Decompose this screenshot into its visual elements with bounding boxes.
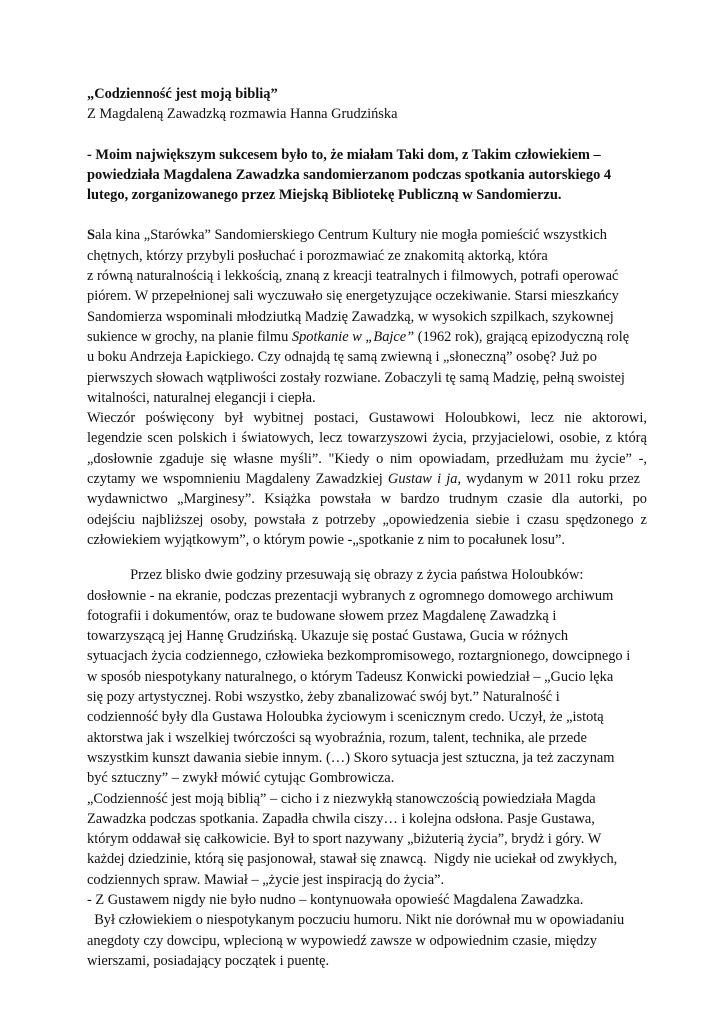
paragraph-line: z równą naturalnością i lekkością, znaną z kreacji teatralnych i filmowych, potrafi operować	[87, 268, 619, 285]
paragraph-line: codzienność były dla Gustawa Holoubka życiowym i scenicznym credo. Uczył, że „istotą	[87, 709, 604, 726]
paragraph-line: w sposób niespotykany naturalnego, o którym Tadeusz Konwicki powiedział – „Gucio lęka	[87, 668, 614, 685]
word: powstała	[320, 491, 372, 508]
word: osoby,	[210, 511, 248, 528]
word: poświęcony	[145, 410, 215, 427]
paragraph-line: wierszami, posiadający początek i puentę.	[87, 952, 330, 969]
paragraph-line: być sztuczny” – zwykł mówić cytując Gombrowicza.	[87, 770, 395, 787]
word: był	[224, 410, 244, 427]
word: wydawnictwo	[87, 491, 168, 508]
article-title: „Codzienność jest moją biblią”	[87, 86, 278, 102]
word: powstała	[254, 511, 306, 528]
word: światowych,	[241, 430, 314, 447]
paragraph-line: pierwszych słowach wątpliwości zostały rozwiane. Zobaczyli tę samą Madzię, pełną swoistej	[87, 369, 625, 386]
word: opowiadam,	[419, 450, 490, 467]
paragraph-line: codziennych spraw. Mawiał – „życie jest inspiracją do życia”.	[87, 871, 445, 888]
word: postaci,	[314, 410, 359, 427]
word: spędzonego	[565, 511, 634, 528]
paragraph-line: sytuacjach życia codziennego, człowieka bezkompromisowego, roztargnionego, dowcipnego i	[87, 648, 631, 665]
paragraph-line	[87, 489, 647, 509]
word: Książka	[264, 491, 311, 508]
word: wybitnej	[253, 410, 304, 427]
word: towarzyszowi	[347, 430, 428, 447]
word: bardzo	[400, 491, 440, 508]
word: z	[640, 511, 647, 528]
word: się	[210, 450, 227, 467]
paragraph-line: chętnych, którzy przybyli posłuchać i porozmawiać ze znakomitą aktorką, która	[87, 247, 548, 264]
word: nie	[564, 410, 582, 427]
paragraph-1	[87, 225, 647, 408]
word: Wieczór	[87, 410, 136, 427]
word: nim	[389, 450, 413, 467]
paragraph-line: u boku Andrzeja Łapickiego. Czy odnajdą tę samą zwiewną i „słoneczną” osobę? Już po	[87, 349, 597, 366]
word: polskich	[178, 430, 228, 447]
word: życie”	[595, 450, 632, 467]
word: „dosłownie	[87, 450, 153, 467]
paragraph-line: się pozy artystycznej. Robi wszystko, żeby zbanalizować swój byt.” Naturalność i	[87, 689, 560, 706]
paragraph-line: towarzyszącą jej Hannę Grudzińską. Ukazuje się postać Gustawa, Gucia w różnych	[87, 628, 569, 645]
word: z	[605, 430, 613, 447]
paragraph-line: - Z Gustawem nigdy nie było nudno – kontynuowała opowieść Magdalena Zawadzka.	[87, 891, 584, 908]
word: po	[632, 491, 647, 508]
word: „Marginesy”.	[177, 491, 255, 508]
word: Holoubkowi,	[444, 410, 521, 427]
drop-letter: S	[87, 227, 96, 244]
word: siebie	[475, 511, 510, 528]
paragraph-line: sukience w grochy, na planie filmu Spotkanie w „Bajce” (1962 rok), grającą epizodyczną rolę	[87, 328, 630, 345]
paragraph-line	[87, 510, 647, 530]
paragraph-line: Był człowiekiem o niespotykanym poczuciu humoru. Nikt nie dorównał mu w opowiadaniu	[87, 912, 625, 929]
book-title: Gustaw i ja	[387, 471, 458, 488]
paragraph-line: anegdoty czy dowcipu, wplecioną w wypowiedź zawsze w odpowiednim czasie, między	[87, 932, 597, 949]
paragraph-line: aktorstwa jak i wszelkiej twórczości są wyobraźnia, rozum, talent, technika, ale przede	[87, 729, 587, 746]
paragraph-line: dosłownie - na ekranie, podczas prezentacji wybranych z ogromnego domowego archiwum	[87, 587, 614, 604]
word: trudnym	[449, 491, 498, 508]
word: w	[380, 491, 392, 508]
word: mu	[570, 450, 589, 467]
paragraph-line: witalności, naturalnej elegancji i ciepła.	[87, 389, 316, 406]
lead-line: - Moim największym sukcesem było to, że miałam Taki dom, z Takim człowiekiem –	[87, 146, 601, 163]
word: i	[516, 511, 521, 528]
film-title: Spotkanie w „Bajce”	[291, 328, 415, 345]
paragraph-line: Sala kina „Starówka” Sandomierskiego Centrum Kultury nie mogła pomieścić wszystkich	[87, 227, 607, 244]
word: myśli”.	[279, 450, 322, 467]
paragraph-line: fotografii i dokumentów, oraz te budowane słowem przez Magdalenę Zawadzką i	[87, 607, 557, 624]
word: o	[376, 450, 384, 467]
paragraph-line: wszystkim kunszt dawania siebie innym. (…) Skoro sytuacja jest sztuczna, ja też zaczynam	[87, 749, 615, 766]
word: czasie	[507, 491, 543, 508]
word: osobie,	[559, 430, 601, 447]
word: czasu	[526, 511, 559, 528]
word: przyjacielowi,	[472, 430, 554, 447]
paragraph-line: czytamy we wspomnieniu Magdaleny Zawadzkiej Gustaw i ja, wydanym w 2011 roku przez	[87, 471, 641, 488]
paragraph-2	[87, 408, 647, 550]
paragraph-line: którym oddawał się całkowicie. Był to sport nazywany „biżuterią życia”, brydż i góry. W	[87, 831, 602, 848]
word: przedłużam	[496, 450, 564, 467]
word: dla	[551, 491, 570, 508]
word: odejściu	[87, 511, 135, 528]
paragraph-line	[87, 449, 647, 469]
word: życia,	[432, 430, 467, 447]
paragraph-line: Przez blisko dwie godziny przesuwają się obrazy z życia państwa Holoubków:	[87, 567, 584, 584]
lead-paragraph	[87, 145, 647, 206]
paragraph-line	[87, 408, 647, 428]
word: -,	[638, 450, 647, 467]
word: „opowiedzenia	[382, 511, 469, 528]
word: którą	[617, 430, 647, 447]
lead-line: powiedziała Magdalena Zawadzka sandomierzanom podczas spotkania autorskiego 4	[87, 166, 612, 183]
article-byline: Z Magdaleną Zawadzką rozmawia Hanna Grudzińska	[87, 106, 398, 123]
lead-line: lutego, zorganizowanego przez Miejską Bibliotekę Publiczną w Sandomierzu.	[87, 187, 562, 204]
word: najbliższej	[141, 511, 204, 528]
word: z	[312, 511, 319, 528]
word: autorki,	[578, 491, 624, 508]
word: i	[232, 430, 237, 447]
word: Gustawowi	[368, 410, 435, 427]
word: legendzie	[87, 430, 143, 447]
paragraph-line: piórem. W przepełnionej sali wyczuwało się energetyzujące oczekiwanie. Starsi mieszkańcy	[87, 288, 619, 305]
paragraph-3	[87, 565, 647, 788]
word: scen	[147, 430, 173, 447]
article	[87, 84, 647, 971]
paragraph-line: każdej dziedzinie, którą się pasjonował, stawał się znawcą. Nigdy nie uciekał od zwykłych,	[87, 851, 618, 868]
paragraph-line: „Codzienność jest moją biblią” – cicho i z niezwykłą stanowczością powiedziała Magda	[87, 790, 596, 807]
word: "Kiedy	[328, 450, 370, 467]
paragraph-line: Sandomierza wspominali młodziutką Madzię Zawadzką, w wysokich szpilkach, szykownej	[87, 308, 614, 325]
word: potrzeby	[325, 511, 376, 528]
paragraph-4	[87, 789, 647, 890]
word: zgaduje	[159, 450, 204, 467]
word: lecz	[319, 430, 343, 447]
paragraph-5	[87, 890, 647, 971]
paragraph-line	[87, 428, 647, 448]
word: aktorowi,	[592, 410, 647, 427]
paragraph-line: Zawadzka podczas spotkania. Zapadła chwila ciszy… i kolejna odsłona. Pasje Gustawa,	[87, 810, 595, 827]
word: lecz	[530, 410, 554, 427]
paragraph-line: człowiekiem wyjątkowym”, o którym powie -„spotkanie z nim to pocałunek losu”.	[87, 531, 565, 548]
word: własne	[233, 450, 274, 467]
